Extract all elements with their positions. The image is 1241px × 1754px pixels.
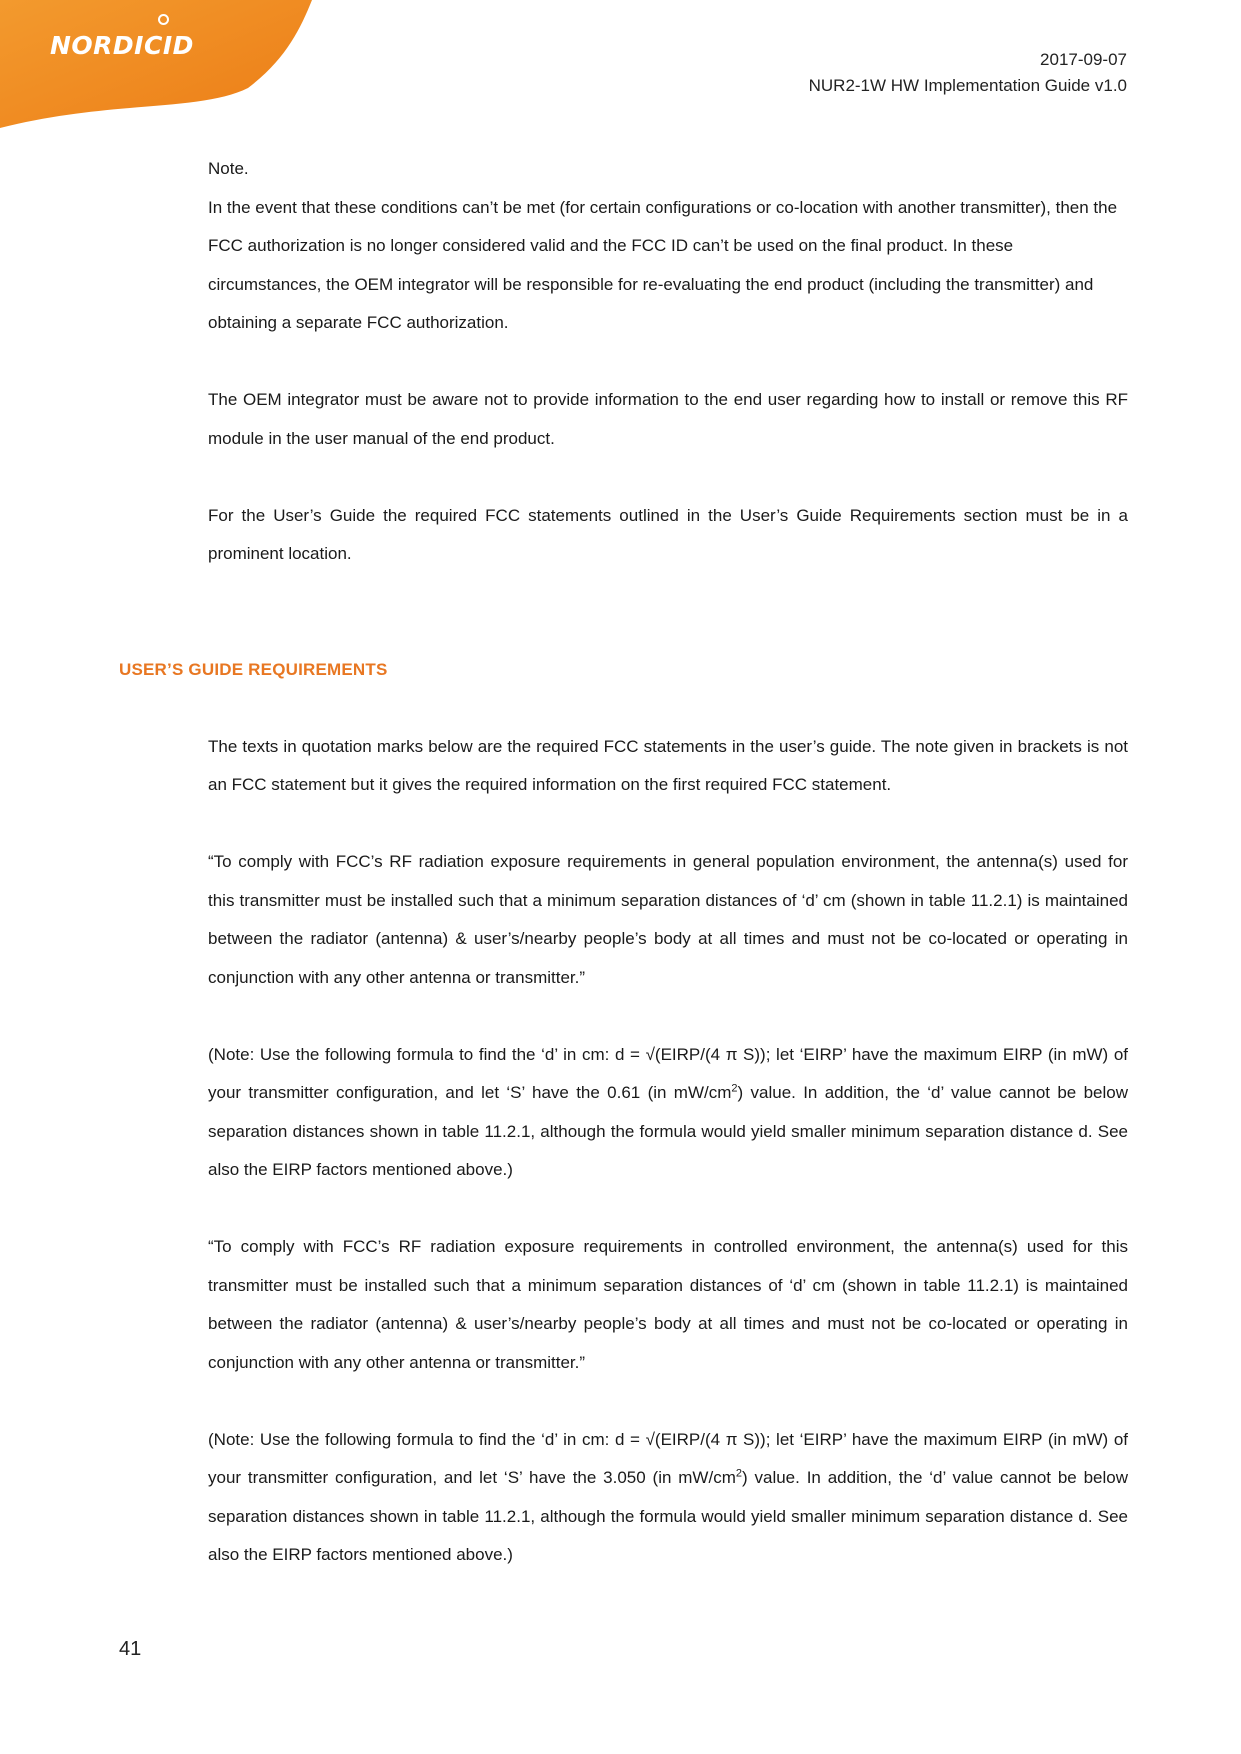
fcc-statement-general: “To comply with FCC’s RF radiation exposure requirements in general population environment, the antenna(s) used for this transmitter must be installed such that a minimum separation distances of ‘d’ cm (shown in table 11.2.1) is maintained between the radiator (antenna) & user’s/nearby people’s body at all times and must not be co-located or operating in conjunction with any other antenna or transmitter.” — [208, 852, 1128, 987]
note-paragraph: In the event that these conditions can’t be met (for certain configurations or co-location with another transmitter), then the FCC authorization is no longer considered valid and the FCC ID can’t be used on the final product. In these circumstances, the OEM integrator will be responsible for re-evaluating the end product (including the transmitter) and obtaining a separate FCC authorization. — [208, 197, 1118, 332]
document-title: NUR2-1W HW Implementation Guide v1.0 — [808, 76, 1127, 95]
user-guide-paragraph: For the User’s Guide the required FCC statements outlined in the User’s Guide Requirements section must be in a prominent location. — [208, 505, 1128, 563]
page-number: 41 — [119, 1638, 142, 1660]
fcc-statement-controlled: “To comply with FCC’s RF radiation exposure requirements in controlled environment, the antenna(s) used for this transmitter must be installed such that a minimum separation distances of ‘d’ cm (shown in table 11.2.1) is maintained between the radiator (antenna) & user’s/nearby people’s body at all times and must not be co-located or operating in conjunction with any other antenna or transmitter.” — [208, 1237, 1128, 1372]
formula-note-general: (Note: Use the following formula to find the ‘d’ in cm: d = √(EIRP/(4 π S)); let ‘EIRP’ have the maximum EIRP (in mW) of your transmitter configuration, and let ‘S’ have the 0.61 (in $mW/cm^2$) value. In addition, the ‘d’ value cannot be below separation distances shown in table 11.2.1, although the formula would yield smaller minimum separation distance d. See also the EIRP factors mentioned above.) — [208, 1044, 1128, 1179]
formula-note-controlled: (Note: Use the following formula to find the ‘d’ in cm: d = √(EIRP/(4 π S)); let ‘EIRP’ have the maximum EIRP (in mW) of your transmitter configuration, and let ‘S’ have the 3.050 (in $mW/cm^2$) value. In addition, the ‘d’ value cannot be below separation distances shown in table 11.2.1, although the formula would yield smaller minimum separation distance d. See also the EIRP factors mentioned above.) — [208, 1429, 1128, 1564]
oem-paragraph: The OEM integrator must be aware not to provide information to the end user regarding how to install or remove this RF module in the user manual of the end product. — [208, 390, 1128, 448]
intro-paragraph: The texts in quotation marks below are the required FCC statements in the user’s guide. The note given in brackets is not an FCC statement but it gives the required information on the first required FCC statement. — [208, 736, 1128, 794]
section-heading: USER’S GUIDE REQUIREMENTS — [119, 659, 388, 679]
logo-mark-icon — [158, 14, 169, 25]
document-body — [119, 150, 1128, 1575]
company-logo: NORDICID — [50, 31, 194, 60]
document-date: 2017-09-07 — [1040, 50, 1127, 69]
note-label: Note. — [208, 159, 249, 178]
